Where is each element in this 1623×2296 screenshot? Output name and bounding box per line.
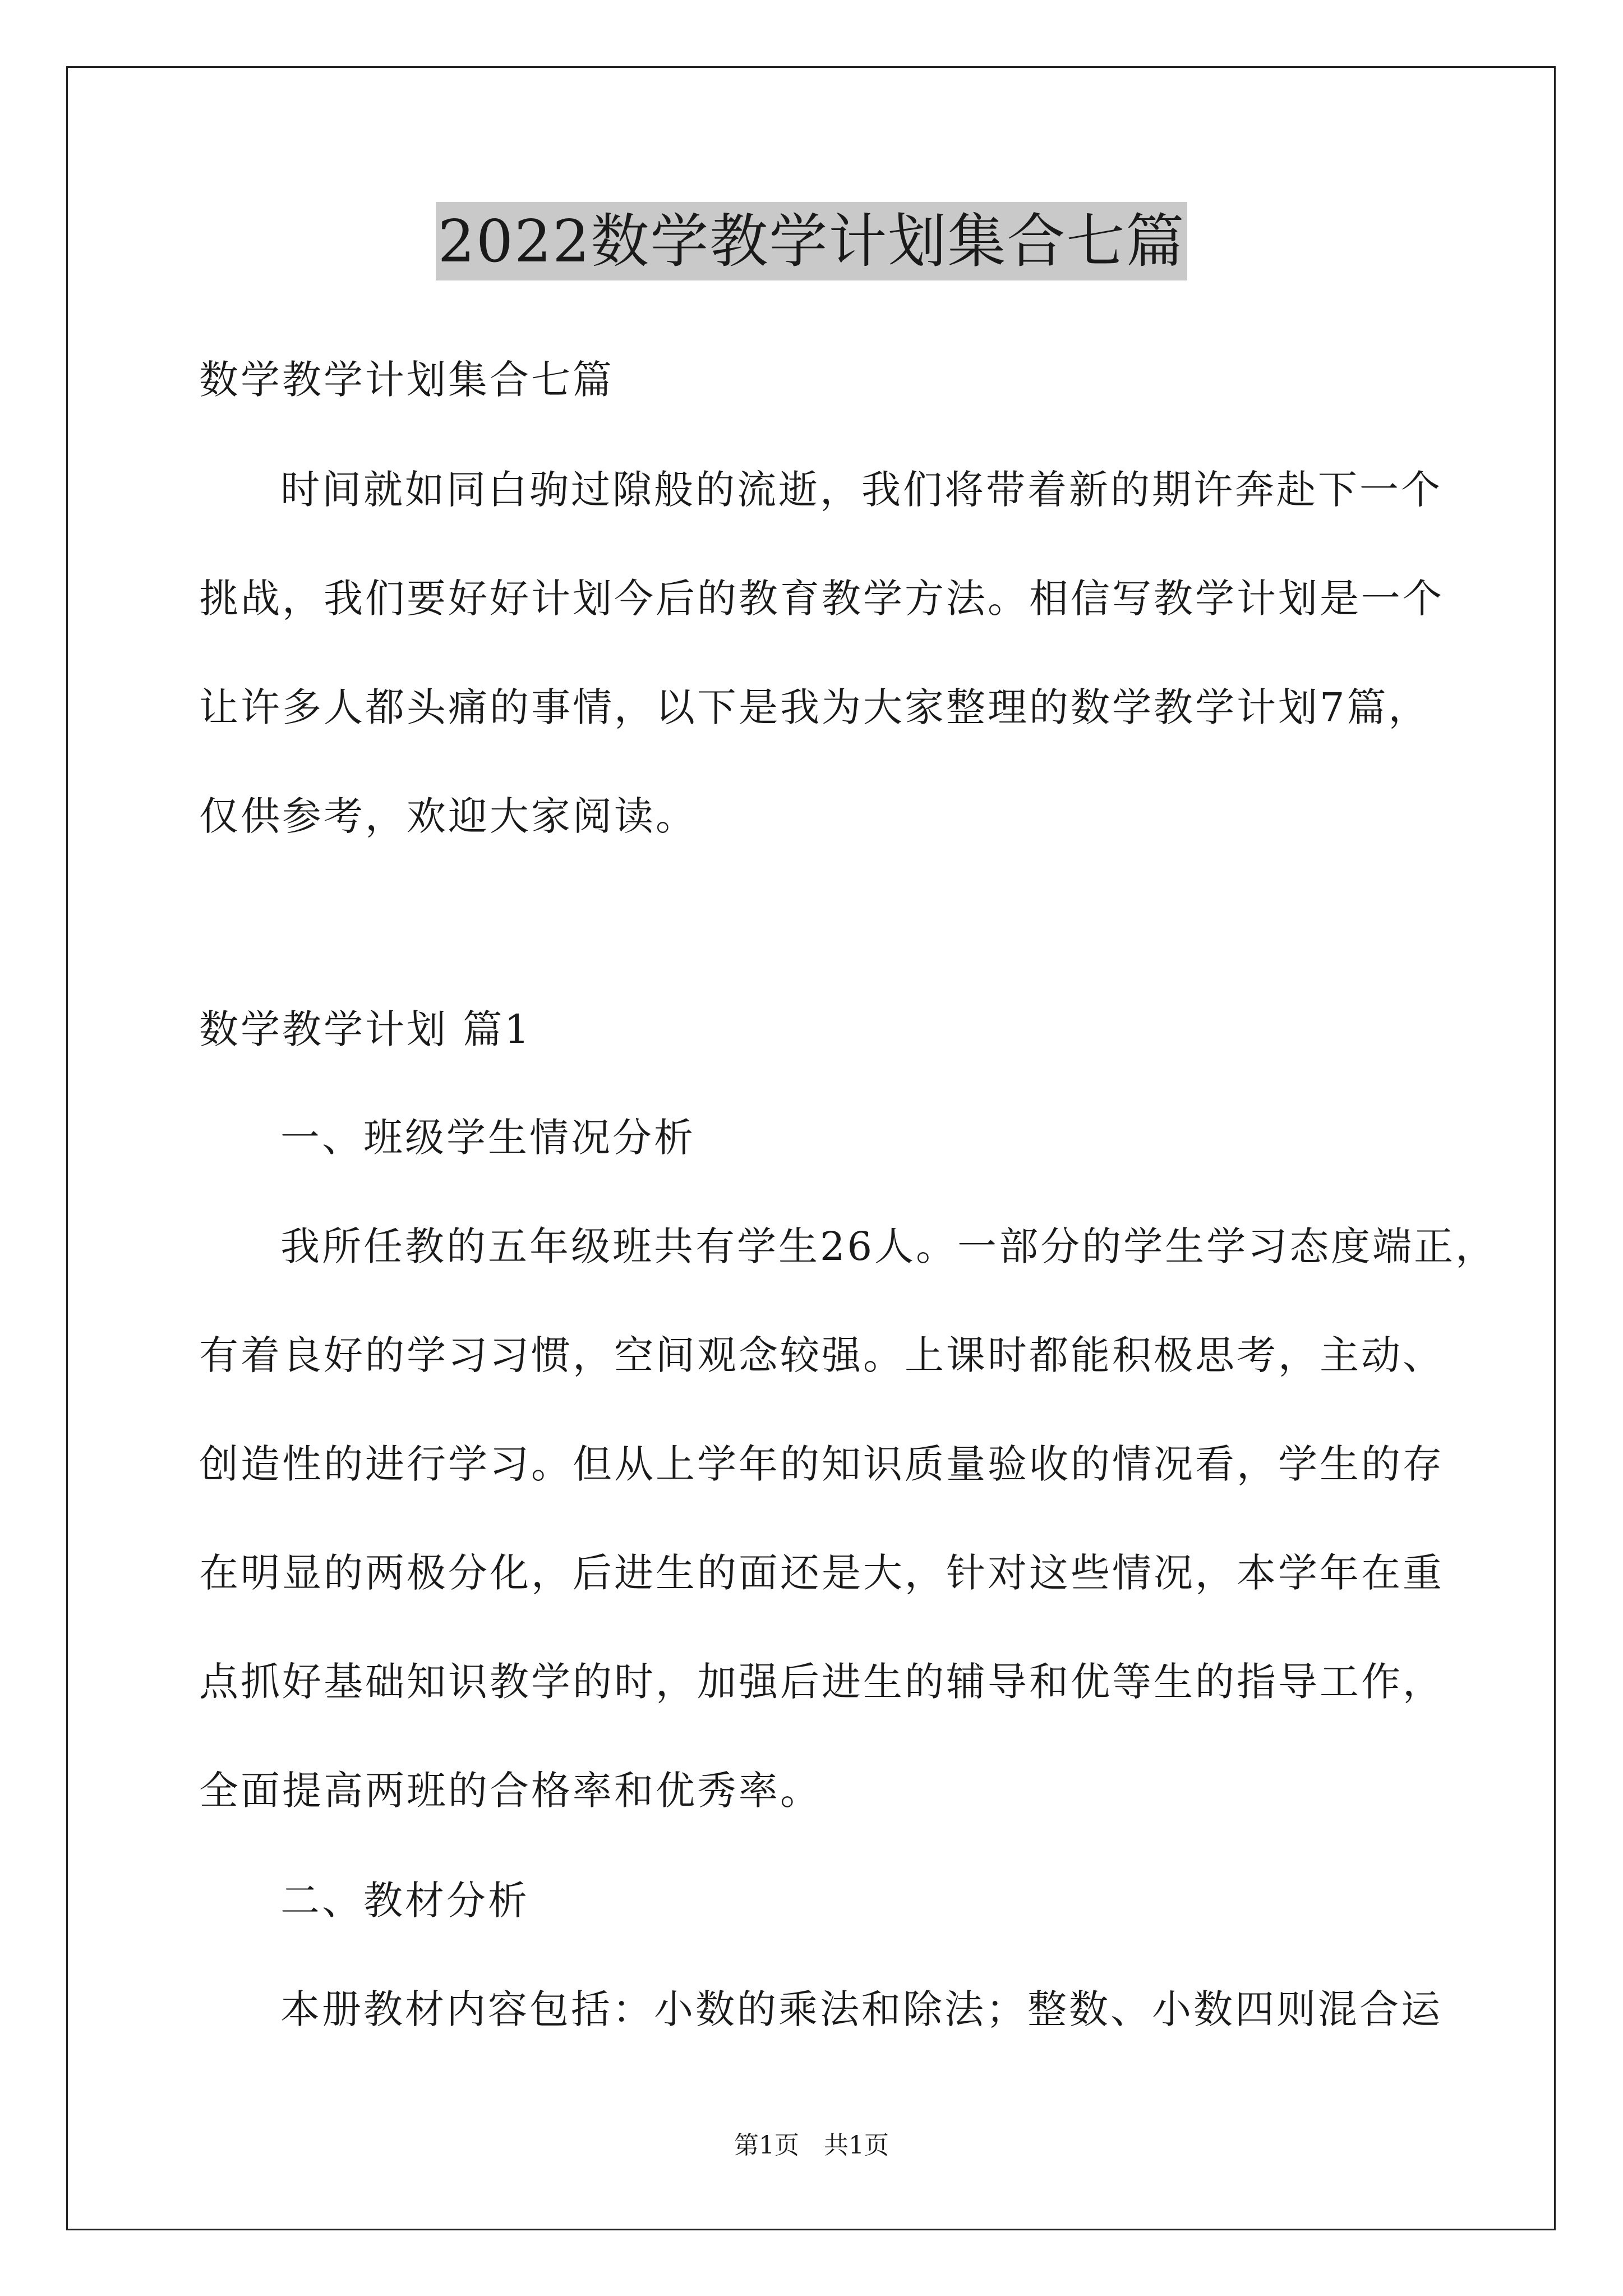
title-container <box>0 202 1623 280</box>
paragraph-line: 全面提高两班的合格率和优秀率。 <box>199 1768 822 1814</box>
paragraph-line: 有着良好的学习习惯，空间观念较强。上课时都能积极思考，主动、 <box>199 1332 1444 1378</box>
page-footer <box>0 2129 1623 2162</box>
document-subtitle: 数学教学计划集合七篇 <box>199 357 614 403</box>
page-total: 共1页 <box>824 2131 889 2160</box>
section-title: 数学教学计划 篇1 <box>199 1006 532 1052</box>
heading-class-analysis: 一、班级学生情况分析 <box>280 1115 695 1161</box>
intro-line: 时间就如同白驹过隙般的流逝，我们将带着新的期许奔赴下一个 <box>280 467 1442 513</box>
heading-textbook-analysis: 二、教材分析 <box>280 1878 529 1924</box>
intro-line: 挑战，我们要好好计划今后的教育教学方法。相信写教学计划是一个 <box>199 576 1444 622</box>
intro-line: 仅供参考，欢迎大家阅读。 <box>199 793 697 839</box>
page-number: 第1页 <box>734 2131 799 2160</box>
paragraph-line: 创造性的进行学习。但从上学年的知识质量验收的情况看，学生的存 <box>199 1441 1444 1487</box>
intro-line: 让许多人都头痛的事情，以下是我为大家整理的数学教学计划7篇， <box>199 684 1430 730</box>
paragraph-line: 在明显的两极分化，后进生的面还是大，针对这些情况，本学年在重 <box>199 1550 1444 1596</box>
paragraph-line: 我所任教的五年级班共有学生26人。一部分的学生学习态度端正， <box>280 1223 1497 1269</box>
paragraph-line: 点抓好基础知识教学的时，加强后进生的辅导和优等生的指导工作， <box>199 1659 1444 1705</box>
paragraph-line: 本册教材内容包括：小数的乘法和除法；整数、小数四则混合运 <box>280 1986 1442 2032</box>
document-title: 2022数学教学计划集合七篇 <box>436 202 1188 280</box>
